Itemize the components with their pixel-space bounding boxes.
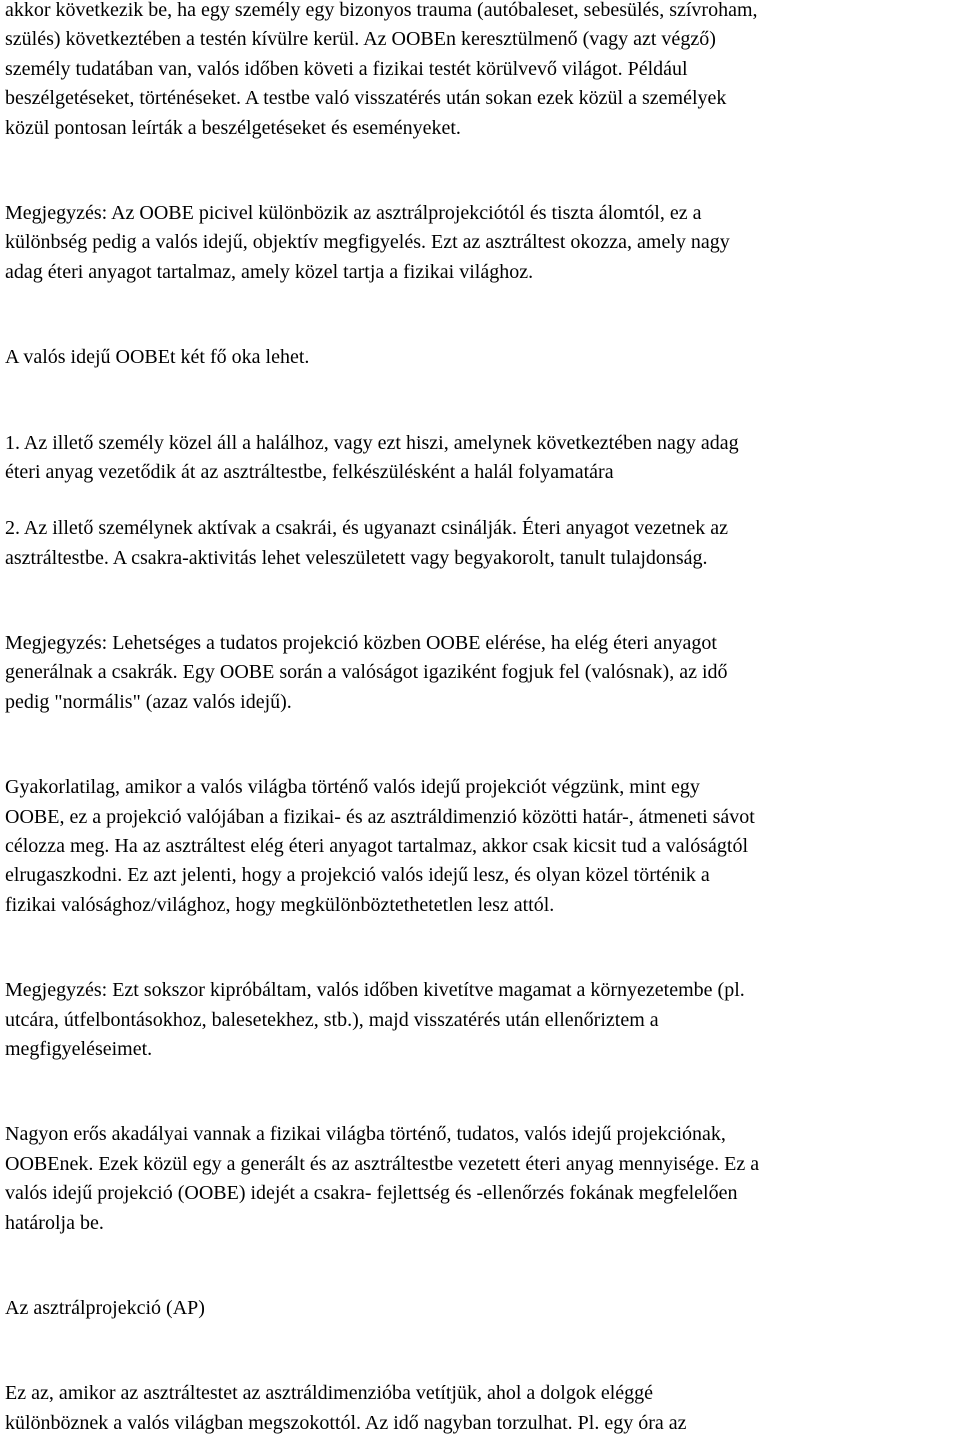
paragraph-note-tested (5, 976, 958, 1064)
text-line: célozza meg. Ha az asztráltest elég éteri anyagot tartalmaz, akkor csak kicsit tud a valóságtól (5, 835, 748, 858)
text-line: OOBE, ez a projekció valójában a fizikai- és az asztráldimenzió közötti határ-, átmeneti sávot (5, 805, 755, 828)
text-line: asztráltestbe. A csakra-aktivitás lehet veleszületett vagy begyakorolt, tanult tulajdonság. (5, 546, 708, 569)
text-line: megfigyeléseimet. (5, 1037, 153, 1060)
paragraph-gap (5, 287, 958, 343)
text-line: szülés) következtében a testén kívülre kerül. Az OOBEn keresztülmenő (vagy azt végző) (5, 28, 716, 51)
text-line: Ez az, amikor az asztráltestet az asztráldimenzióba vetítjük, ahol a dolgok eléggé (5, 1382, 654, 1405)
text-line: Megjegyzés: Lehetséges a tudatos projekció közben OOBE elérése, ha elég éteri anyagot (5, 632, 717, 655)
text-line: elrugaszkodni. Ez azt jelenti, hogy a projekció valós idejű lesz, és olyan közel történik a (5, 864, 710, 887)
text-line: Megjegyzés: Ezt sokszor kipróbáltam, valós időben kivetítve magamat a környezetembe (pl. (5, 979, 745, 1002)
paragraph-gap (5, 1238, 958, 1294)
text-line: pedig "normális" (azaz valós idejű). (5, 690, 292, 713)
text-line: OOBEnek. Ezek közül egy a generált és az asztráltestbe vezetett éteri anyag mennyisége. Ez a (5, 1152, 760, 1175)
text-line: személy tudatában van, valós időben követi a fizikai testét körülvevő világot. Például (5, 57, 688, 80)
text-line: akkor következik be, ha egy személy egy bizonyos trauma (autóbaleset, sebesülés, szívroham, (5, 0, 758, 21)
section-heading-astral-projection (5, 1294, 958, 1323)
paragraph-gap (5, 1323, 958, 1379)
text-line: 2. Az illető személynek aktívak a csakrái, és ugyanazt csinálják. Éteri anyagot vezetnek az (5, 517, 729, 540)
text-line: különbség pedig a valós idejű, objektív megfigyelés. Ezt az asztráltest okozza, amely nagy (5, 231, 730, 254)
paragraph-gap (5, 143, 958, 199)
text-line: fizikai valósághoz/világhoz, hogy megkülönböztethetetlen lesz attól. (5, 893, 555, 916)
text-line: Megjegyzés: Az OOBE picivel különbözik az asztrálprojekciótól és tiszta álomtól, ez a (5, 201, 702, 224)
paragraph-note-conscious-projection (5, 629, 958, 717)
text-line: beszélgetéseket, történéseket. A testbe való visszatérés után sokan ezek közül a személyek (5, 87, 727, 110)
paragraph-practice (5, 773, 958, 920)
text-line: utcára, útfelbontásokhoz, balesetekhez, stb.), majd visszatérés után ellenőriztem a (5, 1008, 659, 1031)
text-line: közül pontosan leírták a beszélgetéseket és eseményeket. (5, 116, 461, 139)
paragraph-obstacles (5, 1120, 958, 1238)
text-line: Gyakorlatilag, amikor a valós világba történő valós idejű projekciót végzünk, mint egy (5, 776, 700, 799)
paragraph-gap (5, 373, 958, 429)
text-line: A valós idejű OOBEt két fő oka lehet. (5, 346, 310, 369)
text-line: éteri anyag vezetődik át az asztráltestbe, felkészülésként a halál folyamatára (5, 460, 614, 483)
paragraph-astral-definition (5, 1379, 958, 1438)
paragraph-gap (5, 573, 958, 629)
document-page (5, 0, 958, 1438)
list-item-2 (5, 514, 958, 573)
paragraph-note-oobe-difference (5, 199, 958, 287)
text-line: adag éteri anyagot tartalmaz, amely közel tartja a fizikai világhoz. (5, 260, 534, 283)
text-line: Az asztrálprojekció (AP) (5, 1296, 205, 1319)
text-line: generálnak a csakrák. Egy OOBE során a valóságot igaziként fogjuk fel (valósnak), az idő (5, 661, 728, 684)
paragraph-gap (5, 920, 958, 976)
paragraph-ooben-description (5, 0, 958, 143)
text-line: különböznek a valós világban megszokottól. Az idő nagyban torzulhat. Pl. egy óra az (5, 1411, 687, 1434)
text-line: valós idejű projekció (OOBE) idejét a csakra- fejlettség és -ellenőrzés fokának megfelelően (5, 1182, 738, 1205)
list-item-1 (5, 429, 958, 488)
paragraph-gap (5, 717, 958, 773)
paragraph-gap (5, 1064, 958, 1120)
paragraph-gap (5, 487, 958, 514)
text-line: Nagyon erős akadályai vannak a fizikai világba történő, tudatos, valós idejű projekciónak, (5, 1123, 726, 1146)
paragraph-two-causes (5, 343, 958, 372)
text-line: határolja be. (5, 1211, 104, 1234)
text-line: 1. Az illető személy közel áll a halálhoz, vagy ezt hiszi, amelynek következtében nagy adag (5, 431, 739, 454)
